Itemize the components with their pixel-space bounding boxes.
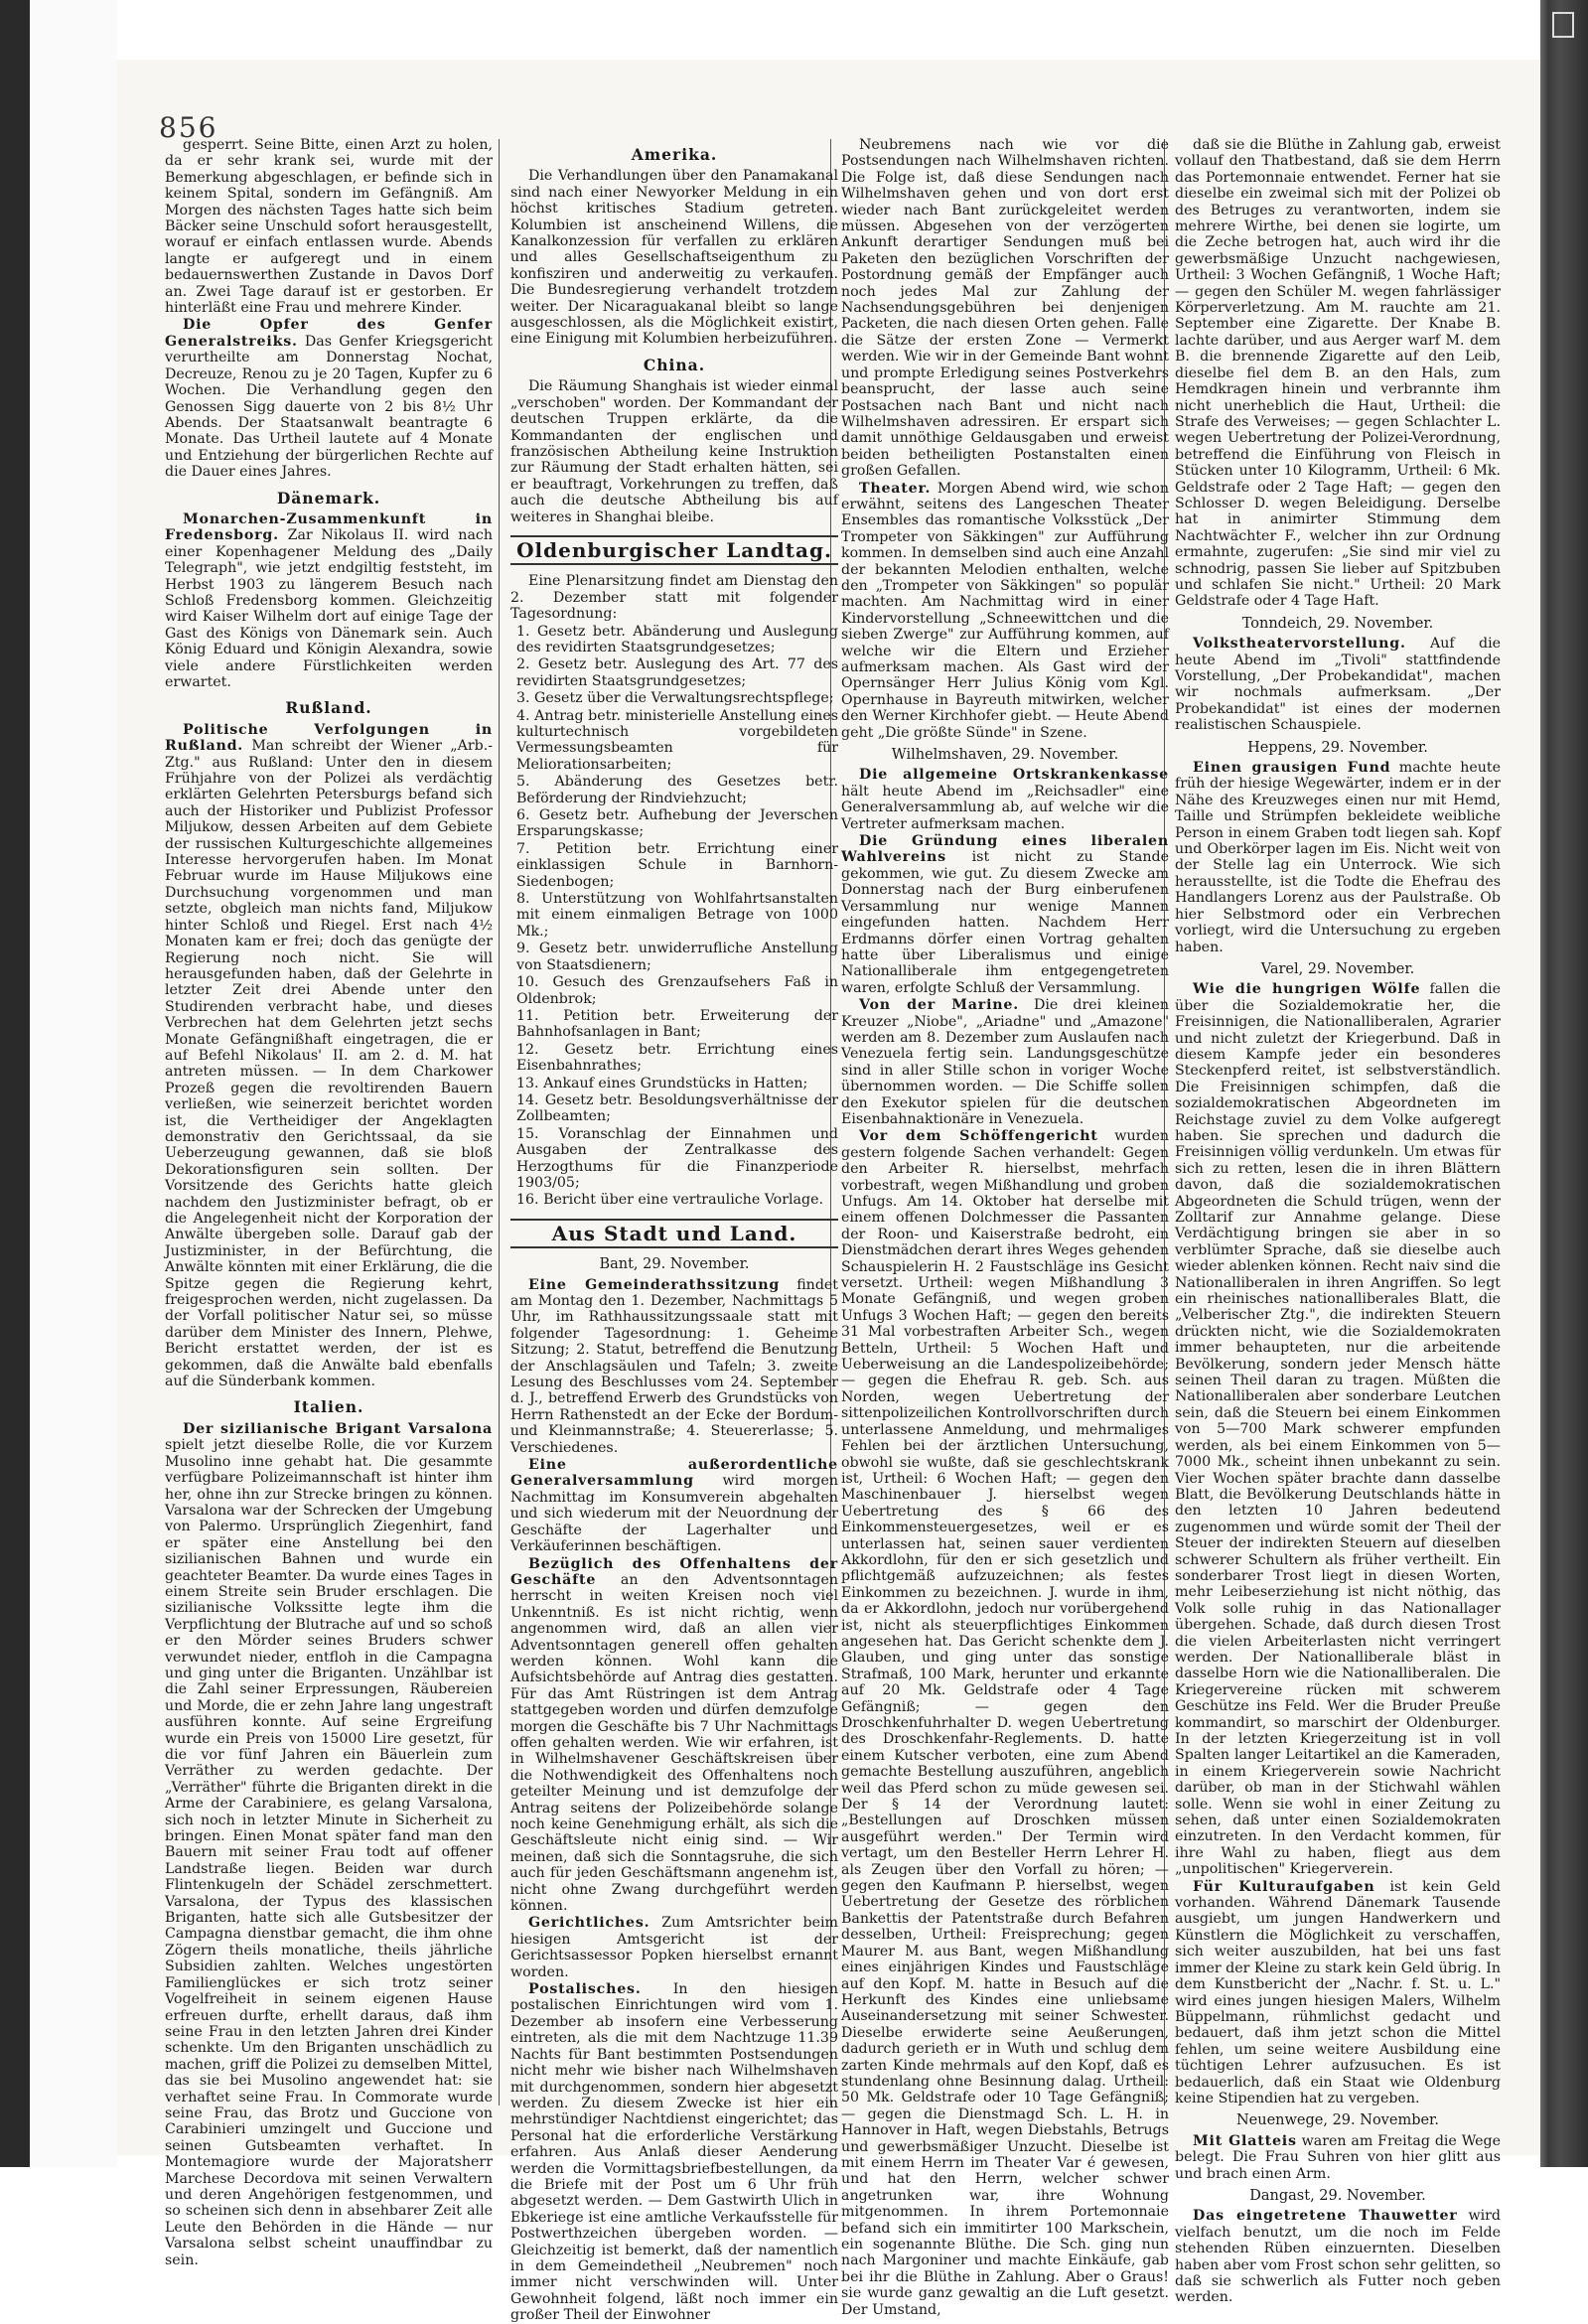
article-body: hält heute Abend im „Reichsadler" eine Generalversammlung ab, auf welche wir die Vertreter aufmerksam machen. (841, 783, 1169, 832)
article-body: ist nicht zu Stande gekommen, wie gut. Zu diesem Zwecke am Donnerstag nach der Burg einberufenen Versammlung nur wenige Mannen eingefunden hatten. Nachdem Herr Erdmanns dörfer einen Vortrag gehalten hatte über Liberalismus und einige Nationalliberale ihm entgegengetreten waren, erfolgte Schluß der Versammlung. (841, 849, 1169, 996)
column-4 (1175, 137, 1501, 2306)
article-body: fallen die über die Sozialdemokratie her, die Freisinnigen, die Nationalliberalen, Agrarier und nicht zuletzt der Kriegerbund. Daß in diesem Kampfe jeder ein besonderes Steckenpferd reitet, ist selbstverständlich. Die Freisinnigen schimpfen, daß die sozialdemokratischen Abgeordneten im Reichstage zuviel zu dem Volke aufgeregt haben. Sie sprechen und dadurch die Freisinnigen völlig verdunkeln. Um etwas für sich zu retten, lesen die in ihren Blättern davon, daß die sozialdemokratischen Abgeordneten die Schuld trügen, wenn der Zolltarif zur Annahme gelange. Diese Verdächtigung bringen sie aber in so verblümter Sprache, daß sie dieselbe auch wieder ablenken können. Recht naiv sind die Nationalliberalen in ihren Angriffen. So legt ein rheinisches nationalliberales Blatt, die „Velberischer Ztg.", die indirekten Steuern drückten nicht, wie die Sozialdemokraten immer behaupteten, nur die arbeitende Bevölkerung, sondern jeder Mensch hätte seinen Theil daran zu tragen. Müßten die Nationalliberalen aber sonderbare Leutchen sein, daß die Steuern bei einem Einkommen von 5—700 Mark schwerer empfunden werden, als bei einem Einkommen von 5—7000 Mk., scheint ihnen unbekannt zu sein. Vier Wochen später brachte dann dasselbe Blatt, die Bevölkerung Deutschlands hätte in den letzten 10 Jahren bedeutend zugenommen und würde somit der Theil der Steuer der indirekten Steuern auf dieselben schwerer Schultern als früher vertheilt. Ein sonderbarer Trost liegt in diesen Worten, mehr Leibeserziehung ist nicht nöthig, das Volk solle ruhig in das Nationallager übergehen. Schade, daß durch diesen Trost die vielen Arbeiterlasten nicht verringert werden. Der Nationalliberale bläst in dasselbe Horn wie die Nationalliberalen. Die Kriegervereine rücken mit schwerem Geschütze ins Feld. Wer die Bruder Preuße kommandirt, so marschirt der Oldenburger. In der letzten Kriegerzeitung ist in voll Spalten langer Leitartikel an die Kameraden, in einem Kriegerverein sowie Nachricht darüber, ob man in der Stichwahl wählen solle. Wenn sie wohl in einer Zeitung zu sehen, daß unter einen Sozialdemokraten einzutreten. In den Verdacht kommen, für ihre Wahl zu haben, fliegt aus dem „unpolitischen" Kriegerverein. (1175, 981, 1501, 1878)
article-paragraph (1175, 636, 1501, 733)
article-body: waren am Freitag die Wege belegt. Die Frau Suhren von hier glitt aus und brach einen Arm. (1175, 2132, 1501, 2182)
article-lead: Die Opfer des Genfer Generalstreiks. (165, 317, 493, 350)
article-body: wurden gestern folgende Sachen verhandelt: Gegen den Arbeiter R. hierselbst, mehrfach vorbestraft, wegen Mißhandlung und groben Unfugs. Am 14. Oktober hat derselbe mit einem offenen Dolchmesser die Passanten der Roon- und Kaiserstraße bedroht, ein Dienstmädchen derart ihres Weges gehenden Schauspielerin H. 2 Faustschläge ins Gesicht versetzt. Urtheil: wegen Mißhandlung 3 Monate Gefängniß, und wegen groben Unfugs 3 Wochen Haft; — gegen den bereits 31 Mal vorbestraften Arbeiter Sch., wegen Betteln, Urtheil: 5 Wochen Haft und Ueberweisung an die Landespolizeibehörde; — gegen die Ehefrau R. geb. Sch. aus Norden, wegen Uebertretung der sittenpolizeilichen Kontrollvorschriften durch unterlassene Anmeldung, und mehrmaliges Fehlen bei der ärztlichen Untersuchung, obwohl sie wußte, daß sie geschlechtskrank ist, Urtheil: 6 Wochen Haft; — gegen den Maschinenbauer J. hierselbst wegen Uebertretung des § 66 des Einkommensteuergesetzes, weil er es unterlassen hat, seinen sauer verdienten Akkordlohn, für den er sich gesetzlich und pflichtgemäß aufzuzeichnen; als festes Einkommen zu bezeichnen. J. wurde in ihm, da er Akkordlohn, jedoch nur vorübergehend ist, nicht als steuerpflichtiges Einkommen angesehen hat. Das Gericht schenkte dem J. Glauben, und ging unter das sonstige Strafmaß, 100 Mark, herunter und erkannte auf 20 Mk. Geldstrafe oder 4 Tage Gefängniß; — gegen den Droschkenfuhrhalter D. wegen Uebertretung des Droschkenfahr-Reglements. D. hatte einem Kutscher verboten, eine zum Abend gemachte Bestellung auszuführen, angeblich weil das Pferd schon zu müde gewesen sei. Der § 14 der Verordnung lautet: „Bestellungen auf Droschken müssen ausgeführt werden." Der Termin wird vertagt, um den Besteller Herrn Lehrer H. als Zeugen über den Vorfall zu hören; — gegen den Kaufmann P. hierselbst, wegen Uebertretung der Gesetze des rörblichen Bankettis der Patentstraße durch Befahren desselben, Urtheil: Freisprechung; gegen Maurer M. aus Bant, wegen Mißhandlung eines einjährigen Kindes und Faustschläge auf den Kopf. M. hatte in Besuch auf die Herkunft des Kindes eine unliebsame Auseinandersetzung mit seiner Schwester. Dieselbe erwiderte seine Aeußerungen, dadurch gerieth er in Wuth und schlug dem zarten Kinde mehrmals auf den Kopf, daß es stundenlang ohne Besinnung dalag. Urtheil: 50 Mk. Geldstrafe oder 10 Tage Gefängniß; — gegen die Dienstmagd Sch. L. H. in Hannover in Haft, wegen Diebstahls, Betrugs und gewerbsmäßiger Unzucht. Dieselbe ist mit einem Herrn im Theater Var é gewesen, und hat den Herrn, welcher schwer angetrunken war, ihre Wohnung mitgenommen. In ihrem Portemonnaie befand sich ein immitirter 100 Markschein, ein sogenannte Blüthe. Die Sch. ging nun nach Margoniner und machte Einkäufe, gab bei ihr die Blüthe in Zahlung. Aber o Graus! sie wurde ganz gewaltig an die Luft gesetzt. Der Umstand, (841, 1128, 1169, 2318)
article-paragraph (841, 833, 1169, 996)
dateline: Bant, 29. November. (599, 1256, 750, 1273)
article-lead: Für Kulturaufgaben (1193, 1878, 1375, 1895)
article-paragraph (510, 1556, 838, 1915)
article-paragraph (510, 1457, 838, 1554)
article-body: daß sie die Blüthe in Zahlung gab, erweist vollauf den Thatbestand, daß sie dem Herrn das Portemonnaie entwendet. Ferner hat sie dieselbe ein zweimal sich mit der Polizei ob des Betruges zu verantworten, indem sie mehrere Wirthe, bei denen sie logirte, um die Zeche betrogen hat, auch wird ihr die gewerbsmäßige Unzucht nachgewiesen, Urtheil: 3 Wochen Gefängniß, 1 Woche Haft; — gegen den Schüler M. wegen fahrlässiger Körperverletzung. Am M. rauchte am 21. September eine Zigarette. Der Knabe B. lachte darüber, und aus Aerger warf M. dem B. die brennende Zigarette auf den Leib, dieselbe fiel dem B. an den Hals, zum Hemdkragen hinein und verbrannte ihm nicht unerheblich die Haut, Urtheil: die Strafe des Verweises; — gegen Schlachter L. wegen Uebertretung der Polizei-Verordnung, betreffend die Einführung von Fleisch in Stücken unter 10 Kilogramm, Urtheil: 6 Mk. Geldstrafe oder 2 Tage Haft; — gegen den Schlosser D. wegen Beleidigung. Derselbe hat in animirter Stimmung dem Nachtwächter F., welcher ihn zur Ordnung ermahnte, zugerufen: „Sie sind mir viel zu schnodrig, passen Sie lieber auf Spitzbuben und schlafen Sie nicht." Urtheil: 20 Mark Geldstrafe oder 4 Tage Haft. (1175, 137, 1501, 610)
article-lead: Von der Marine. (859, 997, 1019, 1014)
column-2 (510, 137, 838, 2324)
agenda-item: 9. Gesetz betr. unwiderrufliche Anstellung von Staatsdienern; (516, 941, 838, 973)
article-paragraph (165, 1421, 493, 2268)
section-headline: Amerika. (631, 145, 718, 164)
agenda-item: 6. Gesetz betr. Aufhebung der Jeverschen Ersparungskasse; (516, 807, 838, 840)
dateline: Dangast, 29. November. (1249, 2187, 1426, 2204)
scan-border-left (0, 0, 30, 2167)
article-lead: Eine Gemeinderathssitzung (528, 1276, 781, 1293)
article-paragraph (165, 137, 493, 316)
article-lead: Der sizilianische Brigant Varsalona (183, 1420, 493, 1437)
article-body: Die Räumung Shanghais ist wieder einmal „verschoben" worden. Der Kommandant der deutschen Truppen erklärte, da die Kommandanten der englischen und französischen Abtheilung keine Instruktion zur Räumung der Stadt erhalten hätten, sei er beauftragt, Vorkehrungen zu treffen, daß auch die deutsche Abtheilung bis auf weiteres in Shanghai bleibe. (510, 378, 838, 525)
agenda-item: 12. Gesetz betr. Errichtung eines Eisenbahnrathes; (516, 1041, 838, 1075)
article-lead: Die allgemeine Ortskrankenkasse (859, 767, 1169, 784)
article-body: Die Verhandlungen über den Panamakanal sind nach einer Newyorker Meldung in ein höchst kritisches Stadium getreten. Kolumbien ist anscheinend Willens, die Kanalkonzession für verfallen zu erklären und alles Gesellschaftseigenthum zu konfisziren und anderweitig zu verkaufen. Die Bundesregierung verhandelt trotzdem weiter. Der Nicaraguakanal bleibt so lange ausgeschlossen, als die Möglichkeit existirt, eine Einigung mit Kolumbien herbeizuführen. (510, 168, 838, 348)
agenda-item: 5. Abänderung des Gesetzes betr. Beförderung der Rindviehzucht; (516, 774, 838, 806)
article-paragraph (1175, 760, 1501, 955)
article-lead: Monarchen-Zusammenkunft in Fredensborg. (165, 510, 493, 544)
article-body: In den hiesigen postalischen Einrichtungen wird vom 1. Dezember ab insofern eine Verbesserung eintreten, als die mit dem Nachtzuge 11.39 Nachts für Bant bestimmten Postsendungen nicht mehr wie bisher nach Wilhelmshaven mit durchgenommen, sondern hier abgesetzt werden. Zu diesem Zwecke ist hier ein mehrstündiger Nachtdienst eingerichtet; das Personal hat die erforderliche Verstärkung erfahren. Aus Anlaß dieser Aenderung werden die Vormittagsbriefbestellungen, da die Briefe mit der Post um 6 Uhr früh abgesetzt werden. — Dem Gastwirth Ulich in Ebkeriege ist eine amtliche Verkaufsstelle für Postwerthzeichen übergeben worden. — Gleichzeitig ist bemerkt, daß der namentlich in dem Gemeindetheil „Neubremen" noch immer nicht verschwinden will. Unter Gewohnheit folgend, läßt noch immer ein großer Theil der Einwohner (510, 1981, 838, 2324)
agenda-item: 14. Gesetz betr. Besoldungsverhältnisse der Zollbeamten; (516, 1091, 838, 1125)
article-paragraph (1175, 2133, 1501, 2182)
article-lead: Mit Glatteis (1193, 2132, 1297, 2149)
dateline: Tonndeich, 29. November. (1241, 615, 1434, 632)
article-body: ist kein Geld vorhanden. Während Dänemark Tausende ausgiebt, um jungen Handwerkern und Künstlern die Möglichkeit zu verschaffen, sich weiter auszubilden, hat bei uns fast immer der Kleine zu stark kein Geld übrig. In dem Kunstbericht der „Nachr. f. St. u. L." wird eines jungen hiesigen Malers, Wilhelm Büppelmann, rühmlichst gedacht und bedauert, daß ihm jetzt schon die Mittel fehlen, um seine weitere Ausbildung eine tüchtigen Lehrer aufzusuchen. Es ist bedauerlich, daß ein Staat wie Oldenburg keine Stipendien hat zu vergeben. (1175, 1878, 1501, 2106)
article-lead: Wie die hungrigen Wölfe (1193, 981, 1421, 998)
article-paragraph (510, 1915, 838, 1980)
article-paragraph (841, 481, 1169, 742)
column-1 (165, 137, 493, 2268)
dateline: Wilhelmshaven, 29. November. (891, 747, 1119, 764)
article-paragraph (510, 1277, 838, 1456)
article-paragraph (1175, 137, 1501, 610)
article-paragraph (165, 317, 493, 480)
article-lead: Einen grausigen Fund (1193, 760, 1391, 777)
article-body: wird vielfach benutzt, um die noch im Felde stehenden Rüben einzuernten. Dieselben haben aber vom Frost schon sehr gelitten, so daß sie schwerlich als Futter noch geben werden. (1175, 2208, 1501, 2306)
article-lead: Gerichtliches. (528, 1915, 650, 1932)
article-body: Zar Nikolaus II. wird nach einer Kopenhagener Meldung des „Daily Telegraph", wie jetzt endgiltig feststeht, im Herbst 1903 zu längerem Besuch nach Schloß Fredensborg kommen. Gleichzeitig wird Kaiser Wilhelm dort auf einige Tage der Gast des Königs von Dänemark sein. Auch König Eduard und Königin Alexandra, sowie viele andere Fürstlichkeiten werden erwartet. (165, 527, 493, 690)
agenda-item: 13. Ankauf eines Grundstücks in Hatten; (516, 1075, 808, 1091)
article-paragraph (841, 1128, 1169, 2318)
article-body: Zum Amtsrichter beim hiesigen Amtsgericht ist der Gerichtsassessor Popken hierselbst ernannt worden. (510, 1915, 838, 1980)
article-paragraph (841, 137, 1169, 480)
article-body: findet am Montag den 1. Dezember, Nachmittags 5 Uhr, im Rathhaussitzungssaale statt mit folgender Tagesordnung: 1. Geheime Sitzung; 2. Statut, betreffend die Benutzung der Anschlagsäulen und Tafeln; 3. zweite Lesung des Beschlusses vom 24. September d. J., betreffend Erwerb des Grundstücks von Herrn Rathenstedt an der Ecke der Bordum- und Kleinmannstraße; 4. Steuererlasse; 5. Verschiedenes. (510, 1276, 838, 1456)
article-body: machte heute früh der hiesige Wegewärter, indem er in der Nähe des Kreuzweges einen nur mit Hemd, Taille und Strümpfen bekleidete weibliche Person in einem Graben todt liegen sah. Kopf und Oberkörper lagen im Eis. Nicht weit von der Stelle lag ein Unterrock. Wie sich herausstellte, ist die Todte die Ehefrau des Handlangers Lorenz aus der Paulstraße. Ob hier Selbstmord oder ein Verbrechen vorliegt, wird die Untersuchung zu ergeben haben. (1175, 760, 1501, 955)
article-body: wird morgen Nachmittag im Konsumverein abgehalten und sich wiederum mit der Neuordnung der Geschäfte der Lagerhalter und Verkäuferinnen beschäftigen. (510, 1473, 838, 1555)
scan-corner-mark (1552, 12, 1574, 38)
agenda-item: 1. Gesetz betr. Abänderung und Auslegung des revidirten Staatsgrundgesetzes; (516, 623, 838, 655)
section-headline: Dänemark. (276, 488, 381, 508)
article-lead: Eine außerordentliche Generalversammlung (510, 1457, 838, 1490)
article-body: Morgen Abend wird, wie schon erwähnt, seitens des Langeschen Theater Ensembles das romantische Volksstück „Der Trompeter von Säkkingen" zur Aufführung kommen. In demselben sind auch eine Anzahl der bekannten Melodien enthalten, welche den „Trompeter von Säkkingen" so populär machten. Am Nachmittag wird in einer Kindervorstellung „Schneewittchen und die sieben Zwerge" zur Aufführung kommen, auf welche wir die Eltern und Erzieher aufmerksam machen. Als Gast wird der Opernsänger Herr Julius König vom Kgl. Opernhause in Bayreuth mitwirken, welcher den Werner Kirchhofer giebt. — Heute Abend geht „Die größte Sünde" in Szene. (841, 480, 1169, 741)
agenda-item: 2. Gesetz betr. Auslegung des Art. 77 des revidirten Staatsgrundgesetzes; (516, 656, 838, 689)
article-body: spielt jetzt dieselbe Rolle, die vor Kurzem Musolino inne gehabt hat. Die gesammte verfügbare Polizeimannschaft ist hinter ihm her, ohne ihn zur Strecke bringen zu können. Varsalona war der Schrecken der Umgebung von Palermo. Ursprünglich Ziegenhirt, fand er später eine Anstellung bei den sizilianischen Bahnen und wurde ein geachteter Beamter. Da wurde eines Tages in einem Streite sein Bruder erschlagen. Die sizilianische Volkssitte legte ihm die Verpflichtung der Blutrache auf und so schoß er den Mörder seines Bruders schwer verwundet nieder, entfloh in die Campagna und ging unter die Briganten. Unzählbar ist die Zahl seiner Erpressungen, Räubereien und Morde, die er zehn Jahre lang ungestraft ausführen konnte. Auf seine Ergreifung wurde ein Preis von 15000 Lire gesetzt, für die vor fünf Jahren ein Bäuerlein zum Verräther zu werden gedachte. Der „Verräther" führte die Briganten direkt in die Arme der Carabiniere, es gelang Varsalona, sich noch in letzter Minute in Sicherheit zu bringen. Einen Monat später fand man den Bauern mit seiner Frau todt auf offener Landstraße liegen. Beiden war durch Flintenkugeln der Schädel zerschmettert. Varsalona, der Typus des klassischen Briganten, hatte sich alle Gutsbesitzer der Campagna dienstbar gemacht, die ihm ohne Zögern theils monatliche, theils jährliche Subsidien zahlten. Welches ungestörten Familienglückes er sich trotz seiner Vogelfreiheit in seinem eigenen Hause erfreuen durfte, erhellt daraus, daß ihm seine Frau in den letzten Jahren drei Kinder schenkte. Um den Briganten unschädlich zu machen, griff die Polizei zu demselben Mittel, das sie bei Musolino angewendet hat: sie verhaftet seine Frau. In Commorate wurde seine Frau, das Brotz und Guccione von Carabinieri umzingelt und Guccione und seinen Gutsbeamten verhaftet. In Montemagiore wurde der Majoratsherr Marchese Decordova mit seinen Verwaltern und deren Angehörigen festgenommen, und so scheinen sich denn in absehbarer Zeit alle Leute den Behörden in die Hände — nur Varsalona selbst scheint unauffindbar zu sein. (165, 1437, 493, 2268)
article-paragraph (165, 511, 493, 690)
article-paragraph (841, 997, 1169, 1127)
page-number: 856 (159, 111, 218, 144)
agenda-item: 10. Gesuch des Grenzaufsehers Faß in Oldenbrok; (516, 974, 838, 1007)
agenda-item: 7. Petition betr. Errichtung einer einklassigen Schule in Barnhorn-Siedenbogen; (516, 840, 838, 890)
section-headline: Italien. (293, 1397, 364, 1417)
scan-border-right (1540, 0, 1588, 2167)
article-paragraph (510, 378, 838, 525)
article-body: Die drei kleinen Kreuzer „Niobe", „Ariadne" und „Amazone" werden am 8. Dezember zum Auslaufen nach Venezuela fertig sein. Landungsgeschütze sind in aller Stille schon in voriger Woche übernommen worden. — Die Schiffe sollen den Exekutor spielen für die deutschen Eisenbahnaktionäre in Venezuela. (841, 997, 1170, 1127)
dateline: Varel, 29. November. (1260, 960, 1415, 977)
department-heading: Aus Stadt und Land. (510, 1219, 838, 1248)
article-paragraph (510, 573, 838, 622)
article-lead: Theater. (859, 480, 932, 497)
agenda-item: 4. Antrag betr. ministerielle Anstellung eines kulturtechnisch vorgebildeten Vermessungsbeamten für Meliorationsarbeiten; (516, 707, 838, 773)
column-3 (841, 137, 1170, 2318)
article-lead: Volkstheatervorstellung. (1193, 636, 1406, 653)
article-paragraph (510, 168, 838, 347)
agenda-item: 3. Gesetz über die Verwaltungsrechtspflege; (516, 690, 834, 707)
article-paragraph (841, 767, 1169, 832)
scan-margin-left (30, 0, 117, 2167)
agenda-item: 15. Voranschlag der Einnahmen und Ausgaben der Zentralkasse des Herzogthums für die Finanzperiode 1903/05; (516, 1125, 838, 1191)
article-body: gesperrt. Seine Bitte, einen Arzt zu holen, da er sehr krank sei, wurde mit der Bemerkung abgeschlagen, er befinde sich in keinem Spital, sondern im Gefängniß. Am Morgen des nächsten Tages hatte sich beim Bäcker seine Unschuld sofort herausgestellt, worauf er einfach entlassen wurde. Abends langte er aufgeregt und in einem bedauernswerthen Zustande in Davos Dorf an. Zwei Tage darauf ist er gestorben. Er hinterläßt eine Frau und mehrere Kinder. (165, 137, 493, 317)
article-paragraph (165, 722, 493, 1390)
article-body: Eine Plenarsitzung findet am Dienstag den 2. Dezember statt mit folgender Tagesordnung: (510, 573, 838, 623)
article-paragraph (1175, 2208, 1501, 2305)
agenda-item: 11. Petition betr. Erweiterung der Bahnhofsanlagen in Bant; (516, 1007, 838, 1041)
agenda-item: 16. Bericht über eine vertrauliche Vorlage. (516, 1192, 823, 1209)
article-lead: Vor dem Schöffengericht (859, 1128, 1098, 1145)
article-body: Das Genfer Kriegsgericht verurtheilte am Donnerstag Nochat, Decreuze, Renou zu je 20 Tagen, Kupfer zu 6 Wochen. Die Verhandlung gegen den Genossen Sigg dauerte von 2 bis 8½ Uhr Abends. Der Staatsanwalt beantragte 6 Monate. Das Urtheil lautete auf 4 Monate und Entziehung der bürgerlichen Rechte auf die Dauer eines Jahres. (165, 333, 493, 481)
article-paragraph (1175, 1879, 1501, 2107)
article-body: Man schreibt der Wiener „Arb.-Ztg." aus Rußland: Unter den in diesem Frühjahre von der Polizei als verdächtig erklärten Gelehrten Petersburgs befand sich auch der Historiker und Publizist Professor Miljukow, dessen Arbeiten auf dem Gebiete der russischen Kulturgeschichte allgemeines Interesse hervorgerufen haben. Im Monat Februar wurde im Hause Miljukows eine Durchsuchung vorgenommen und man setzte, obgleich man nichts fand, Miljukow hinter Schloß und Riegel. Erst nach 4½ Monaten kam er frei; doch das genügte der Regierung noch nicht. Sie will herausgefunden haben, daß der Gelehrte in letzter Zeit drei Abende unter den Studirenden verbracht habe, und dieses Verbrechen hat dem Gelehrten jetzt sechs Monate Gefängnißhaft eingetragen, die er auf Befehl Nikolaus' II. am 2. d. M. hat antreten müssen. — In dem Charkower Prozeß gegen die revoltirenden Bauern verließen, wie seinerzeit berichtet worden ist, die Vertheidiger der Angeklagten demonstrativ den Gerichtssaal, da sie Ueberzeugung gewannen, daß sie bloß Dekorationsfiguren sein sollten. Der Vorsitzende des Gerichts hatte gleich nachdem den Justizminister befragt, ob er die Angelegenheit nicht der Korporation der Anwälte übergeben solle. Darauf gab der Justizminister, in der Befürchtung, die Anwälte könnten mit einer Erklärung, die die Spitze gegen die Regierung kehrt, freigesprochen werden, nicht zugelassen. Da der Vorfall politischer Natur sei, so müsse darüber dem Minister des Innern, Plehwe, Bericht erstattet werden, der ist es gekommen, daß die Anwälte bald ebenfalls auf die Sünderbank kommen. (165, 738, 493, 1390)
article-lead: Bezüglich des Offenhaltens der Geschäfte (510, 1555, 838, 1588)
article-body: Neubremens nach wie vor die Postsendungen nach Wilhelmshaven richten. Die Folge ist, daß diese Sendungen nach Wilhelmshaven gehen und von dort erst wieder nach Bant zurückgeleitet werden müssen. Abgesehen von der verzögerten Ankunft derartiger Sendungen muß bei Paketen den bezüglichen Vorschriften der Postordnung gemäß der Empfänger auch noch jedes Mal zur Zahlung der Nachsendungsgebühren bei denjenigen Packeten, die nach diesen Orten gehen. Falle die Sätze der ersten Zone — Vermerkt werden. Wie wir in der Gemeinde Bant wohnt und prompte Erledigung seines Postverkehrs beansprucht, der lasse auch seine Postsachen nach Bant und nicht nach Wilhelmshaven adressiren. Er erspart sich damit unnöthige Geldausgaben und erweist beiden betheiligten Postanstalten einen großen Gefallen. (841, 137, 1169, 480)
column-rule (499, 139, 500, 2106)
article-body: Auf die heute Abend im „Tivoli" stattfindende Vorstellung, „Der Probekandidat", machen wir nochmals aufmerksam. „Der Probekandidat" ist eines der modernen realistischen Schauspiele. (1175, 636, 1501, 734)
article-paragraph (510, 1981, 838, 2324)
article-lead: Die Gründung eines liberalen Wahlvereins (841, 833, 1169, 866)
agenda-item: 8. Unterstützung von Wohlfahrtsanstalten mit einem einmaligen Betrage von 1000 Mk.; (516, 891, 838, 940)
article-paragraph (1175, 981, 1501, 1877)
section-headline: China. (643, 355, 706, 374)
department-heading: Oldenburgischer Landtag. (510, 535, 838, 565)
article-body: an den Adventsonntagen herrscht in weiten Kreisen noch viel Unkenntniß. Es ist nicht richtig, wenn angenommen wird, daß an allen vier Adventsonntagen generell offen gehalten werden können. Wohl kann die Aufsichtsbehörde auf Antrag dies gestatten. Für das Amt Rüstringen ist dem Antrag stattgegeben worden und dürfen demzufolge morgen die Geschäfte bis 7 Uhr Nachmittags offen gehalten werden. Wie wir erfahren, ist in Wilhelmshavener Geschäftskreisen über die Nothwendigkeit des Offenhaltens noch geteilter Meinung und ist demzufolge der Antrag seitens der Polizeibehörde solange noch keine Genehmigung erhält, als sich die Geschäftsleute nicht einig sind. — Wir meinen, daß sich die Sonntagsruhe, die sich auch für jeden Geschäftsmann angenehm ist, nicht ohne Zwang durchgeführt werden können. (510, 1571, 838, 1915)
dateline: Heppens, 29. November. (1247, 739, 1428, 756)
section-headline: Rußland. (285, 698, 372, 718)
article-lead: Politische Verfolgungen in Rußland. (165, 721, 493, 755)
article-lead: Postalisches. (528, 1981, 642, 1998)
dateline: Neuenwege, 29. November. (1235, 2112, 1440, 2129)
article-lead: Das eingetretene Thauwetter (1193, 2208, 1458, 2225)
